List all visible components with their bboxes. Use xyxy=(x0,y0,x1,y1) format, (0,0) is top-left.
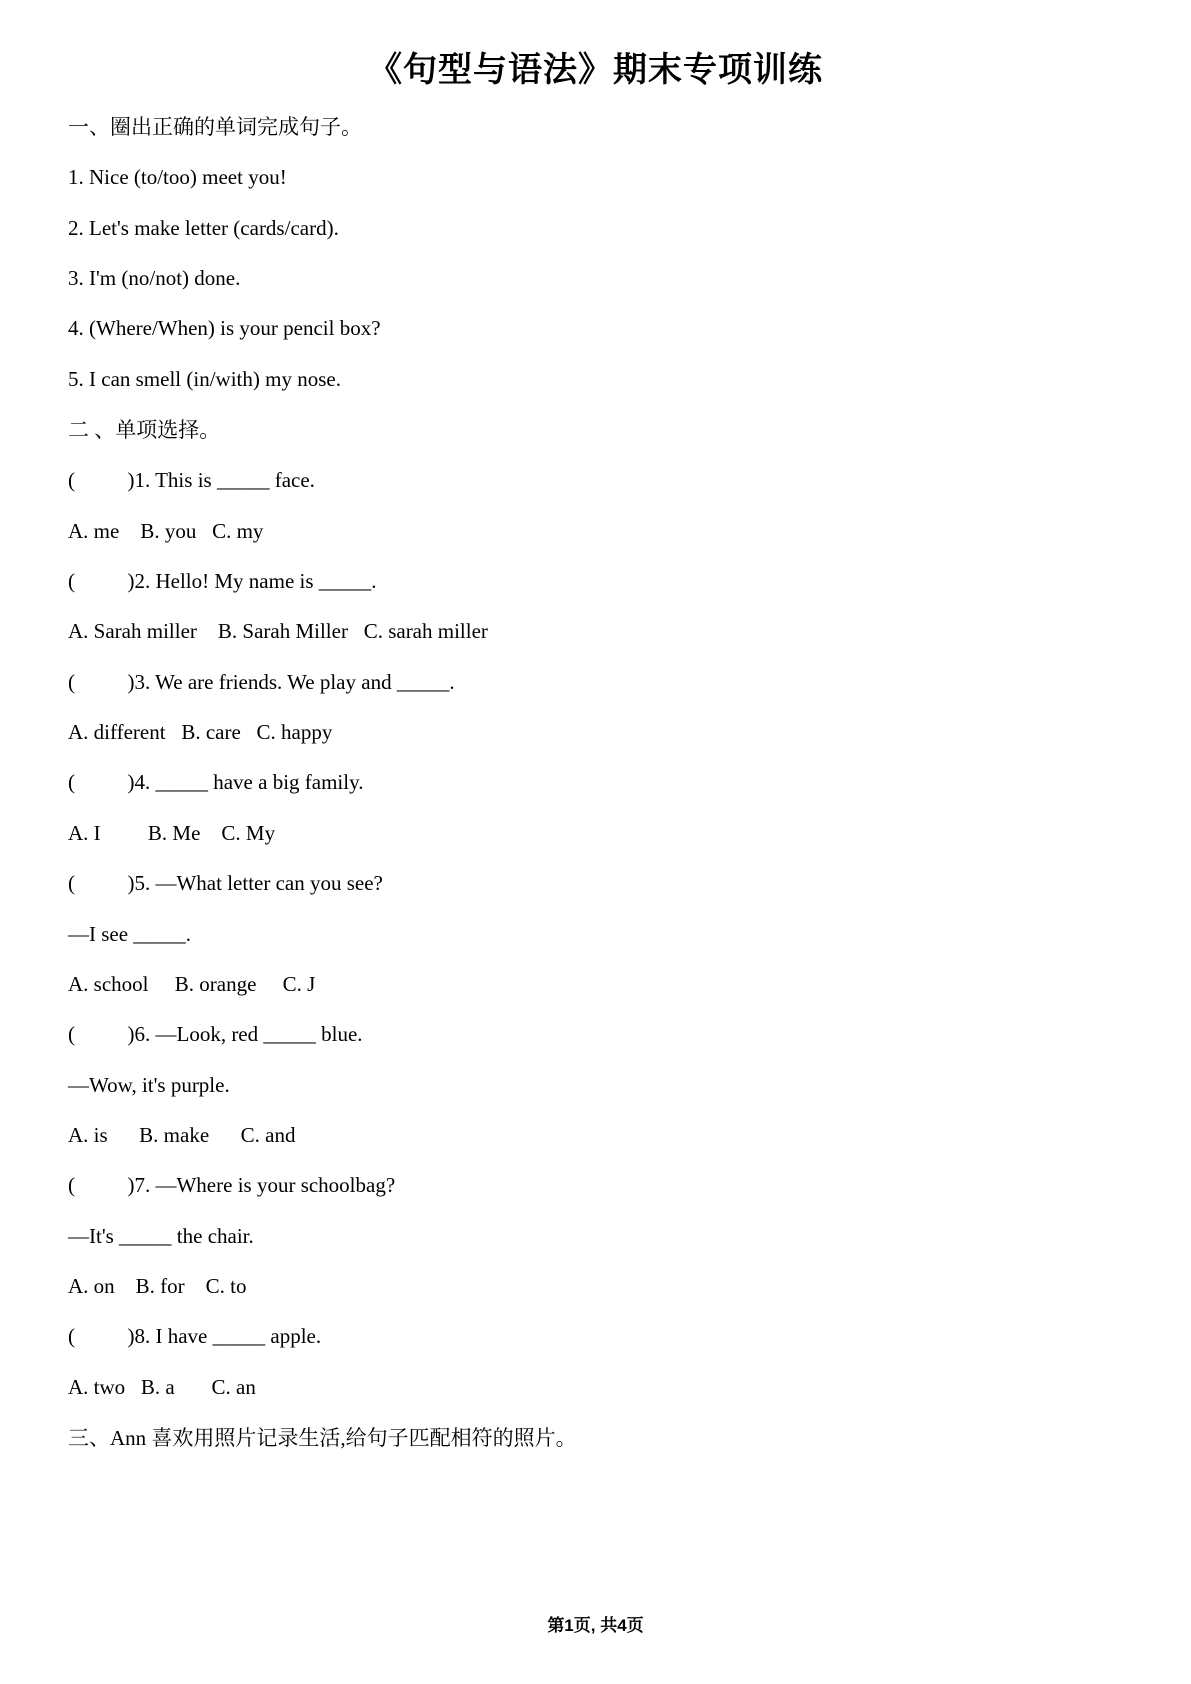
question-item: 3. I'm (no/not) done. xyxy=(68,266,241,291)
page-title: 《句型与语法》期末专项训练 xyxy=(368,51,823,89)
document-body xyxy=(0,101,1191,1463)
option-row: A. on B. for C. to xyxy=(68,1273,247,1298)
option-row: A. me B. you C. my xyxy=(68,518,264,543)
option-row: A. two B. a C. an xyxy=(68,1374,256,1399)
question-answer-line: —Wow, it's purple. xyxy=(68,1072,230,1097)
question-item: ( )8. I have _____ apple. xyxy=(68,1324,322,1349)
question-item: ( )6. —Look, red _____ blue. xyxy=(68,1022,363,1047)
option-row: A. school B. orange C. J xyxy=(68,971,316,996)
question-item: ( )1. This is _____ face. xyxy=(68,468,315,493)
option-row: A. Sarah miller B. Sarah Miller C. sarah miller xyxy=(68,619,488,644)
section-heading-3: 三、Ann 喜欢用照片记录生活,给句子匹配相符的照片。 xyxy=(68,1425,577,1450)
question-item: ( )2. Hello! My name is _____. xyxy=(68,569,377,594)
section-heading-1: 一、圈出正确的单词完成句子。 xyxy=(68,115,362,139)
section-heading-2: 二 、单项选择。 xyxy=(68,418,221,443)
question-item: 4. (Where/When) is your pencil box? xyxy=(68,316,381,341)
question-answer-line: —I see _____. xyxy=(68,921,192,946)
question-item: 1. Nice (to/too) meet you! xyxy=(68,165,287,190)
question-item: ( )5. —What letter can you see? xyxy=(68,871,383,896)
option-row: A. is B. make C. and xyxy=(68,1122,296,1147)
question-item: 5. I can smell (in/with) my nose. xyxy=(68,366,341,391)
question-item: ( )3. We are friends. We play and _____. xyxy=(68,669,455,694)
option-row: A. different B. care C. happy xyxy=(68,720,333,745)
question-answer-line: —It's _____ the chair. xyxy=(68,1223,254,1248)
question-item: ( )7. —Where is your schoolbag? xyxy=(68,1173,396,1198)
page-footer: 第1页, 共4页 xyxy=(547,1616,644,1635)
question-item: ( )4. _____ have a big family. xyxy=(68,770,364,795)
question-item: 2. Let's make letter (cards/card). xyxy=(68,215,339,240)
option-row: A. I B. Me C. My xyxy=(68,820,276,845)
